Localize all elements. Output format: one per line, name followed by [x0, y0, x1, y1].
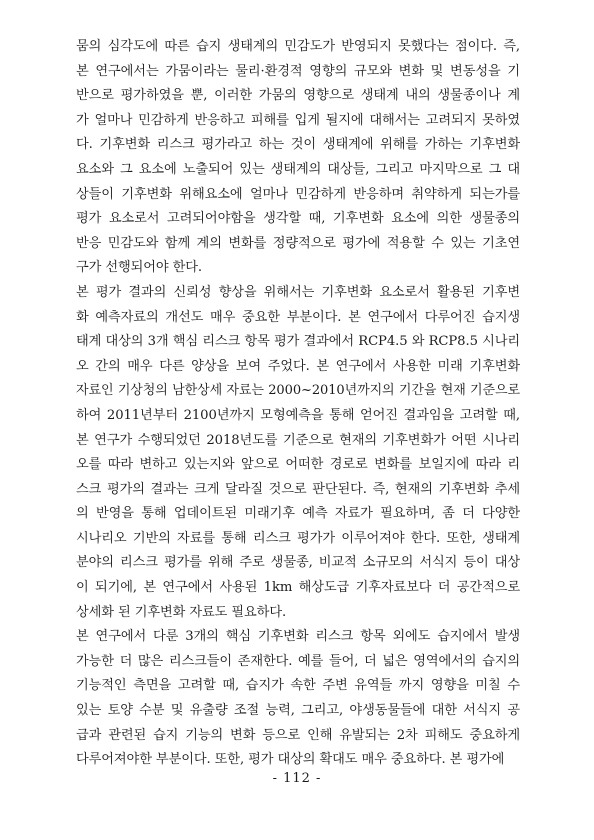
text-line: 급과 관련된 습지 기능의 변화 등으로 인해 유발되는 2차 피해도 중요하게: [76, 727, 520, 743]
text-line: 반으로 평가하였을 뿐, 이러한 가뭄의 영향으로 생태계 내의 생물종이나 계: [76, 88, 520, 104]
text-line: 뭄의 심각도에 따른 습지 생태계의 민감도가 반영되지 못했다는 점이다. 즉,: [76, 39, 520, 54]
text-line: 화 예측자료의 개선도 매우 중요한 부분이다. 본 연구에서 다루어진 습지생: [76, 309, 520, 325]
page-number: - 112 -: [272, 771, 322, 786]
text-line: 상들이 기후변화 위해요소에 얼마나 민감하게 반응하며 취약하게 되는가를: [76, 186, 520, 202]
text-line: 본 평가 결과의 신뢰성 향상을 위해서는 기후변화 요소로서 활용된 기후변: [76, 284, 520, 300]
text-line: 분야의 리스크 평가를 위해 주로 생물종, 비교적 소규모의 서식지 등이 대상: [76, 555, 520, 571]
text-line: 자료인 기상청의 남한상세 자료는 2000~2010년까지의 기간을 현재 기준으로: [76, 383, 520, 399]
text-line: 기능적인 측면을 고려할 때, 습지가 속한 주변 유역들 까지 영향을 미칠 수: [76, 678, 520, 694]
text-line: 스크 평가의 결과는 크게 달라질 것으로 판단된다. 즉, 현재의 기후변화 추세: [76, 481, 520, 497]
text-line: 본 연구에서는 가뭄이라는 물리·환경적 영향의 규모와 변화 및 변동성을 기: [76, 63, 520, 79]
text-line: 태계 대상의 3개 핵심 리스크 항목 평가 결과에서 RCP4.5 와 RCP8.5 시나리: [76, 334, 520, 350]
text-line: 이 되기에, 본 연구에서 사용된 1km 해상도급 기후자료보다 더 공간적으로: [76, 580, 520, 596]
paragraph-1: [76, 35, 520, 281]
text-line: 다. 기후변화 리스크 평가라고 하는 것이 생태계에 위해를 가하는 기후변화: [76, 137, 520, 153]
text-line: 시나리오 기반의 자료를 통해 리스크 평가가 이루어져야 한다. 또한, 생태계: [76, 530, 520, 546]
text-line: 가 얼마나 민감하게 반응하고 피해를 입게 될지에 대해서는 고려되지 못하였: [76, 112, 520, 128]
text-line: 오 간의 매우 다른 양상을 보여 주었다. 본 연구에서 사용한 미래 기후변화: [76, 358, 520, 374]
text-line: 반응 민감도와 함께 계의 변화를 정량적으로 평가에 적용할 수 있는 기초연: [76, 235, 520, 251]
paragraph-3: [76, 625, 520, 773]
text-line: 평가 요소로서 고려되어야함을 생각할 때, 기후변화 요소에 의한 생물종의: [76, 211, 520, 227]
text-line: 다루어져야한 부분이다. 또한, 평가 대상의 확대도 매우 중요하다. 본 평가에: [76, 752, 505, 768]
text-line: 하여 2011년부터 2100년까지 모형예측을 통해 얻어진 결과임을 고려할 때,: [76, 407, 520, 423]
paragraph-2: [76, 281, 520, 625]
text-line: 본 연구에서 다룬 3개의 핵심 기후변화 리스크 항목 외에도 습지에서 발생: [76, 629, 520, 645]
text-line: 구가 선행되어야 한다.: [76, 260, 203, 276]
text-line: 가능한 더 많은 리스크들이 존재한다. 예를 들어, 더 넓은 영역에서의 습지의: [76, 653, 520, 669]
body-text: [76, 35, 520, 773]
text-line: 상세화 된 기후변화 자료도 필요하다.: [76, 604, 287, 620]
text-line: 의 반영을 통해 업데이트된 미래기후 예측 자료가 필요하며, 좀 더 다양한: [76, 506, 520, 522]
text-line: 있는 토양 수분 및 유출량 조절 능력, 그리고, 야생동물들에 대한 서식지 공: [76, 703, 520, 719]
text-line: 오를 따라 변하고 있는지와 앞으로 어떠한 경로로 변화를 보일지에 따라 리: [76, 457, 520, 473]
text-line: 본 연구가 수행되었던 2018년도를 기준으로 현재의 기후변화가 어떤 시나리: [76, 432, 520, 448]
text-line: 요소와 그 요소에 노출되어 있는 생태계의 대상들, 그리고 마지막으로 그 대: [76, 161, 520, 177]
